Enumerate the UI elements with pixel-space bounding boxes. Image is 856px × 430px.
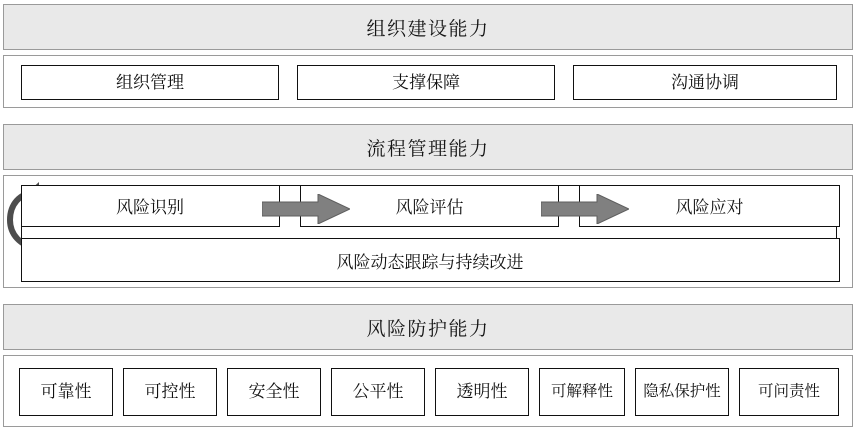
- capability-box-support-guarantee[interactable]: 支撑保障: [297, 65, 555, 100]
- organization-capability-row: [3, 55, 853, 108]
- right-arrow-icon-2: [541, 194, 629, 224]
- process-box-risk-assessment[interactable]: 风险评估: [300, 185, 559, 227]
- process-flow-frame: [21, 185, 837, 280]
- attribute-box-safety[interactable]: 安全性: [227, 368, 321, 416]
- section-title-process: 流程管理能力: [3, 124, 853, 170]
- attribute-box-explainability[interactable]: 可解释性: [539, 368, 625, 416]
- section-title-protection: 风险防护能力: [3, 304, 853, 350]
- attribute-box-transparency[interactable]: 透明性: [435, 368, 529, 416]
- capability-box-organization-management[interactable]: 组织管理: [21, 65, 279, 100]
- attribute-box-accountability[interactable]: 可问责性: [739, 368, 839, 416]
- attribute-box-fairness[interactable]: 公平性: [331, 368, 425, 416]
- attribute-box-controllability[interactable]: 可控性: [123, 368, 217, 416]
- attribute-box-reliability[interactable]: 可靠性: [19, 368, 113, 416]
- process-box-continuous-improvement[interactable]: 风险动态跟踪与持续改进: [21, 238, 840, 282]
- attribute-box-privacy-protection[interactable]: 隐私保护性: [635, 368, 729, 416]
- process-box-risk-identification[interactable]: 风险识别: [21, 185, 280, 227]
- capability-box-communication-coordination[interactable]: 沟通协调: [573, 65, 837, 100]
- protection-capability-row: [3, 355, 853, 427]
- process-capability-row: [3, 175, 853, 288]
- process-box-risk-response[interactable]: 风险应对: [579, 185, 840, 227]
- section-title-organization: 组织建设能力: [3, 4, 853, 50]
- right-arrow-icon-1: [262, 194, 350, 224]
